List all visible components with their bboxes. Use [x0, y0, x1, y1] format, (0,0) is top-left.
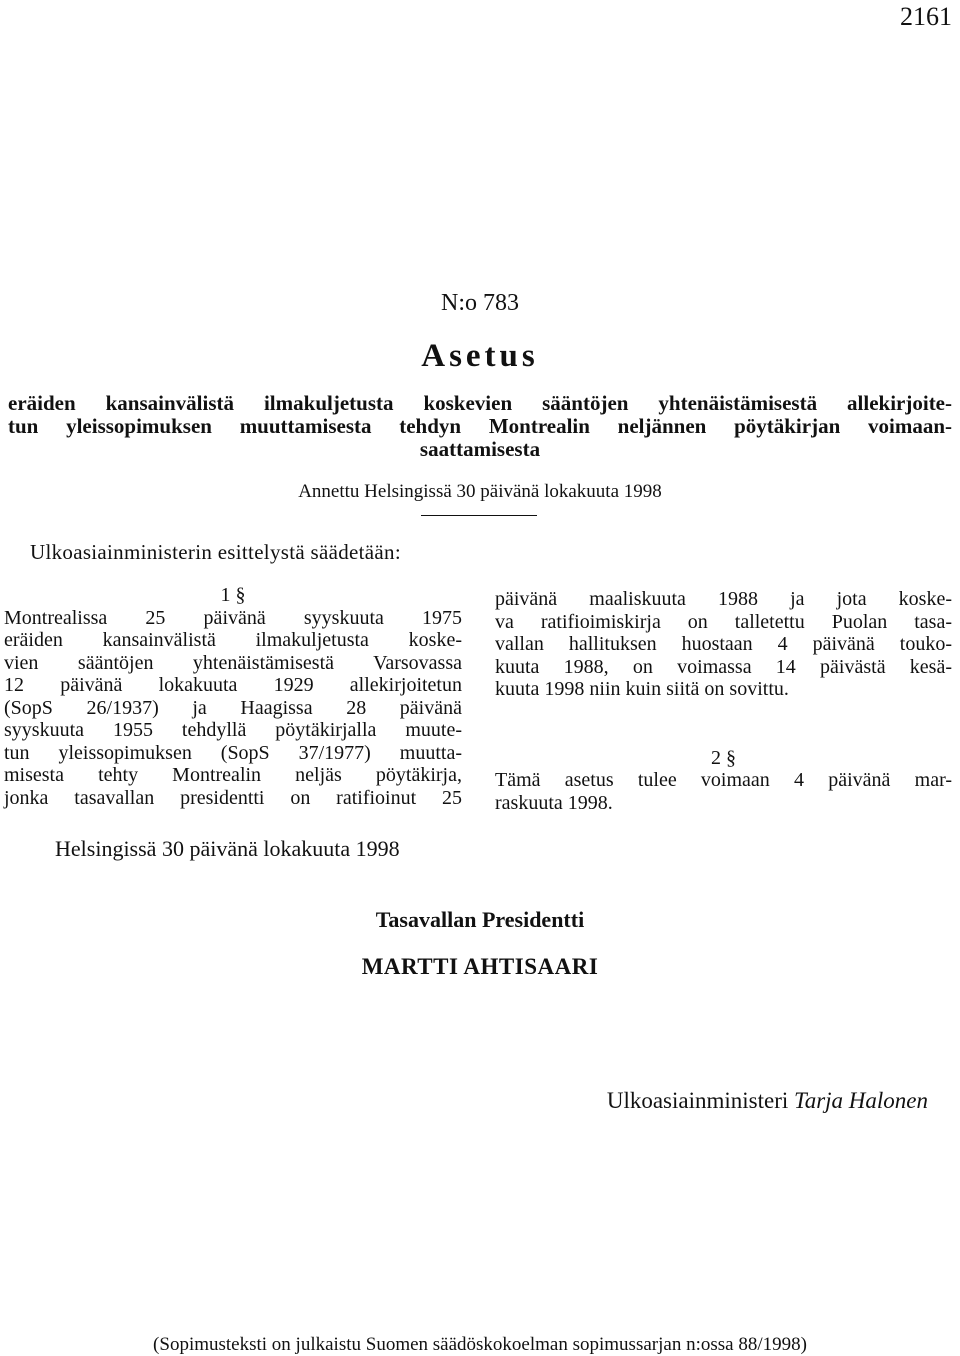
section-1-line: eräiden kansainvälistä ilmakuljetusta koske-	[4, 629, 462, 651]
section-1-line: syyskuuta 1955 tehdyllä pöytäkirjalla muute-	[4, 719, 462, 741]
document-title: Asetus	[421, 338, 539, 374]
section-2-line: Tämä asetus tulee voimaan 4 päivänä mar-	[495, 769, 952, 791]
section-2-line: raskuuta 1998.	[495, 791, 613, 814]
president-name: MARTTI AHTISAARI	[361, 954, 599, 979]
minister-name: Tarja Halonen	[794, 1088, 928, 1113]
section-1-line: 12 päivänä lokakuuta 1929 allekirjoitetun	[4, 674, 462, 696]
subtitle-line-1: eräiden kansainvälistä ilmakuljetusta koskevien sääntöjen yhtenäistämisestä allekirjoite-	[8, 391, 952, 415]
presenter-line: Ulkoasiainministerin esittelystä säädetään:	[30, 540, 401, 564]
section-1-line: tun yleissopimuksen (SopS 37/1977) muutta-	[4, 741, 462, 764]
section-1-continuation-line: va ratifioimiskirja on talletettu Puolan tasa-	[495, 610, 952, 633]
given-date: Annettu Helsingissä 30 päivänä lokakuuta 1998	[298, 481, 662, 502]
left-column	[4, 584, 462, 809]
section-1-continuation-line: vallan hallituksen huostaan 4 päivänä touko-	[495, 633, 952, 655]
section-1-heading: 1 §	[220, 584, 246, 606]
section-1-continuation-line: kuuta 1998 niin kuin siitä on sovittu.	[495, 678, 789, 700]
section-1-line: Montrealissa 25 päivänä syyskuuta 1975	[4, 606, 462, 629]
section-1-continuation-line: kuuta 1988, on voimassa 14 päivästä kesä-	[495, 655, 952, 678]
signing-place-date: Helsingissä 30 päivänä lokakuuta 1998	[55, 836, 400, 861]
right-column	[495, 588, 952, 814]
section-1-continuation-line: päivänä maaliskuuta 1988 ja jota koske-	[495, 588, 952, 610]
minister-signature	[607, 1088, 928, 1114]
footnote: (Sopimusteksti on julkaistu Suomen säädöskokoelman sopimussarjan n:ossa 88/1998)	[153, 1334, 807, 1355]
divider	[421, 515, 537, 516]
section-1-line: jonka tasavallan presidentti on ratifioinut 25	[4, 786, 462, 809]
section-1-line: (SopS 26/1937) ja Haagissa 28 päivänä	[4, 696, 462, 719]
president-title: Tasavallan Presidentti	[375, 907, 585, 932]
section-1-line: misesta tehty Montrealin neljäs pöytäkirja,	[4, 764, 462, 786]
page-number: 2161	[900, 2, 952, 31]
document-subtitle	[8, 392, 952, 461]
minister-title: Ulkoasiainministeri	[606, 1088, 789, 1113]
subtitle-line-2: tun yleissopimuksen muuttamisesta tehdyn Montrealin neljännen pöytäkirjan voimaan-	[8, 414, 952, 438]
section-1-line: vien sääntöjen yhtenäistämisestä Varsovassa	[4, 651, 462, 674]
section-2-heading: 2 §	[711, 746, 736, 769]
statute-number: N:o 783	[441, 290, 519, 316]
subtitle-line-3: saattamisesta	[419, 437, 541, 461]
